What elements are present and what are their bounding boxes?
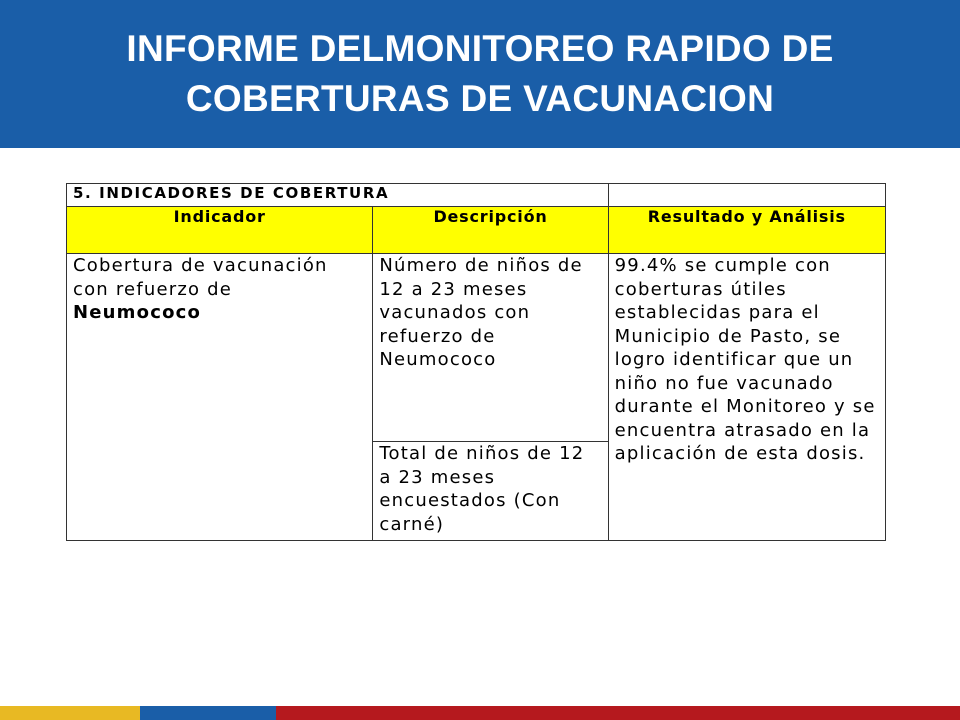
footer-color-bar — [0, 706, 960, 720]
indicator-text: Cobertura de vacunación con refuerzo de — [73, 255, 328, 300]
indicator-bold-text: Neumococo — [73, 302, 202, 323]
page-title-line-2: COBERTURAS DE VACUNACION — [185, 78, 775, 119]
indicators-table — [66, 183, 886, 541]
indicator-cell — [67, 254, 373, 541]
empty-cell — [608, 184, 885, 207]
section-title-row — [67, 184, 886, 207]
denominator-cell: Total de niños de 12 a 23 meses encuestados (Con carné) — [373, 442, 608, 541]
title-banner — [0, 0, 960, 148]
table-header-row — [67, 207, 886, 254]
header-resultado: Resultado y Análisis — [608, 207, 885, 254]
section-title: 5. INDICADORES DE COBERTURA — [67, 184, 609, 207]
footer-segment-red — [276, 706, 960, 720]
result-cell: 99.4% se cumple con coberturas útiles establecidas para el Municipio de Pasto, se logro identificar que un niño no fue vacunado durante el Monitoreo y se encuentra atrasado en la aplicación de esta dosis. — [608, 254, 885, 541]
header-descripcion: Descripción — [373, 207, 608, 254]
footer-segment-blue — [140, 706, 276, 720]
table-row — [67, 254, 886, 442]
numerator-cell: Número de niños de 12 a 23 meses vacunados con refuerzo de Neumococo — [373, 254, 608, 442]
header-indicador: Indicador — [67, 207, 373, 254]
footer-segment-gold — [0, 706, 140, 720]
page-title-line-1: INFORME DELMONITOREO RAPIDO DE — [126, 28, 834, 69]
